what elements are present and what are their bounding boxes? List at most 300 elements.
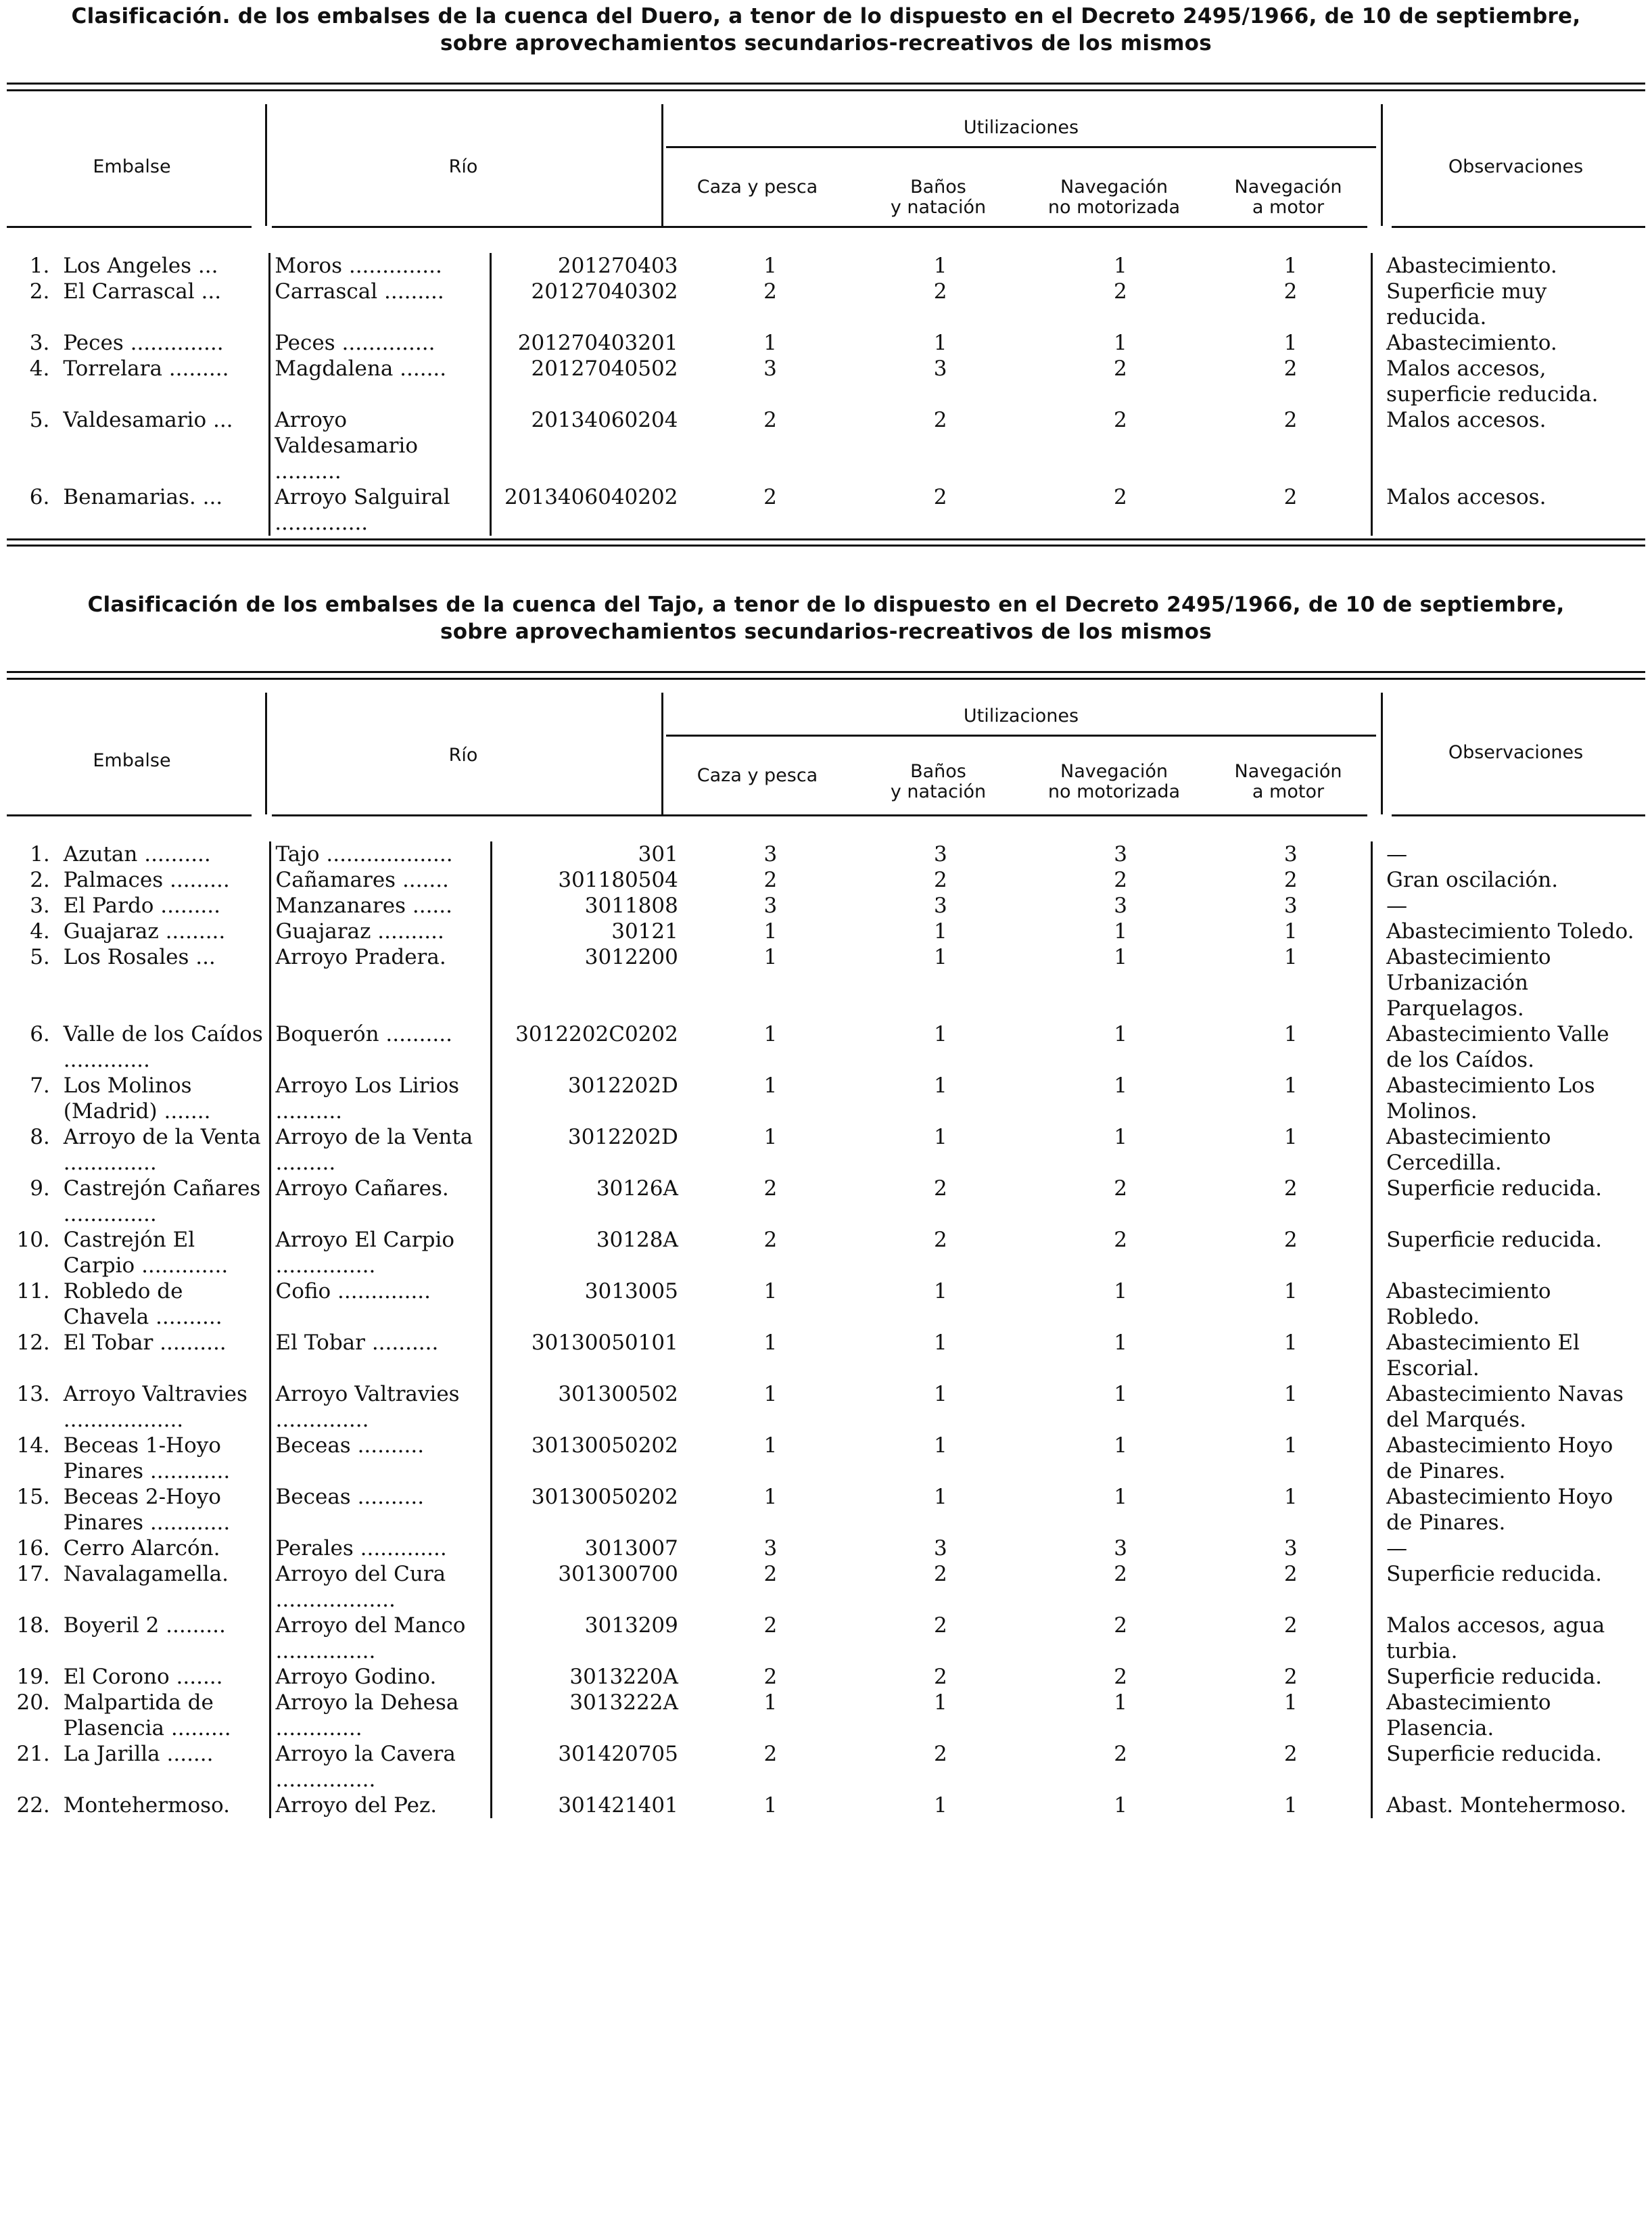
embalse-cell: Azutan .......... — [63, 842, 211, 866]
nav-motor-cell: 1 — [1283, 1485, 1298, 1509]
nav-no-motor-cell: 1 — [1114, 1331, 1127, 1355]
nav-motor-cell: 3 — [1283, 1536, 1298, 1560]
duero-table — [7, 253, 1645, 536]
nav-no-motor-cell: 2 — [1113, 485, 1127, 509]
observaciones-cell: Malos accesos, superficie reducida. — [1371, 356, 1645, 407]
code-cell: 2013406040202 — [490, 484, 690, 536]
duero-bottom-rule — [7, 538, 1645, 547]
observaciones-cell: — — [1372, 1535, 1645, 1561]
row-number: 19. — [16, 1665, 50, 1689]
banos-cell: 1 — [934, 945, 947, 969]
duero-header-sep-rio — [265, 104, 267, 226]
tajo-header-nav-m — [1200, 762, 1376, 802]
observaciones-cell: Abastecimiento Urbanización Parquelagos. — [1372, 944, 1645, 1021]
tajo-header-embalse: Embalse — [93, 750, 171, 771]
table-row — [7, 330, 1645, 356]
banos-cell: 2 — [934, 1562, 947, 1586]
duero-header-embalse: Embalse — [93, 156, 171, 177]
caza-cell: 3 — [763, 356, 777, 381]
caza-cell: 1 — [763, 1022, 778, 1046]
nav-no-motor-cell: 2 — [1114, 1665, 1127, 1689]
row-number: 22. — [16, 1793, 50, 1818]
banos-cell: 3 — [934, 1536, 947, 1560]
duero-top-rule — [7, 83, 1645, 91]
code-cell: 30130050202 — [491, 1433, 690, 1484]
row-number: 4. — [30, 919, 50, 944]
tajo-header-bottom-rule-a — [7, 814, 252, 816]
table-row — [7, 1535, 1645, 1561]
banos-cell: 1 — [934, 1433, 947, 1458]
rio-cell: Arroyo Valtravies .............. — [270, 1381, 491, 1433]
rio-cell: Arroyo del Manco ............... — [270, 1613, 491, 1664]
embalse-cell: Los Rosales ... — [63, 945, 216, 969]
table-row — [7, 1793, 1645, 1818]
nav-no-motor-cell: 3 — [1114, 894, 1127, 918]
table-row — [7, 1433, 1645, 1484]
banos-cell: 1 — [934, 1485, 947, 1509]
nav-motor-cell: 2 — [1283, 485, 1298, 509]
nav-no-motor-cell: 1 — [1114, 1279, 1127, 1303]
caza-cell: 1 — [763, 1485, 778, 1509]
duero-header-nav-nm-2: no motorizada — [1047, 197, 1181, 218]
observaciones-cell: Abastecimiento Plasencia. — [1372, 1690, 1645, 1741]
banos-cell: 1 — [934, 919, 947, 944]
banos-cell: 2 — [934, 1176, 947, 1201]
rio-cell: Arroyo Godino. — [270, 1664, 491, 1690]
nav-no-motor-cell: 3 — [1114, 1536, 1127, 1560]
caza-cell: 3 — [763, 842, 778, 866]
row-number: 16. — [16, 1536, 50, 1560]
embalse-cell: Navalagamella. — [63, 1562, 229, 1586]
code-cell: 3012202D — [491, 1124, 690, 1176]
rio-cell: Beceas .......... — [270, 1433, 491, 1484]
banos-cell: 1 — [934, 1793, 947, 1818]
embalse-cell: Benamarias. ... — [63, 485, 223, 509]
table-row — [7, 1381, 1645, 1433]
caza-cell: 1 — [763, 1279, 778, 1303]
nav-no-motor-cell: 1 — [1114, 1793, 1127, 1818]
nav-no-motor-cell: 3 — [1114, 842, 1127, 866]
table-row — [7, 1073, 1645, 1124]
duero-header-caza: Caza y pesca — [697, 177, 818, 198]
banos-cell: 2 — [934, 1742, 947, 1766]
nav-no-motor-cell: 2 — [1114, 1613, 1127, 1638]
row-number: 2. — [30, 868, 50, 892]
tajo-title-line1: Clasificación de los embalses de la cuenca del Tajo, a tenor de lo dispuesto en el Decreto 2495/1966, de 10 de septiembre, — [87, 593, 1565, 617]
tajo-header-observaciones: Observaciones — [1448, 742, 1584, 763]
caza-cell: 1 — [763, 1073, 778, 1098]
code-cell: 3013209 — [491, 1613, 690, 1664]
nav-no-motor-cell: 2 — [1113, 279, 1127, 304]
table-row — [7, 253, 1645, 279]
nav-motor-cell: 2 — [1283, 1665, 1298, 1689]
code-cell: 3012202D — [491, 1073, 690, 1124]
code-cell: 301420705 — [491, 1741, 690, 1793]
nav-motor-cell: 2 — [1283, 1228, 1298, 1252]
tajo-header-nav-nm-1: Navegación — [1060, 761, 1168, 782]
nav-no-motor-cell: 1 — [1113, 331, 1127, 355]
row-number: 7. — [30, 1073, 50, 1098]
rio-cell: Magdalena ....... — [270, 356, 491, 407]
tajo-header-nav-nm-2: no motorizada — [1047, 781, 1181, 802]
code-cell: 30130050101 — [491, 1330, 690, 1381]
table-row — [7, 1613, 1645, 1664]
banos-cell: 1 — [934, 1382, 947, 1406]
rio-cell: Cofio .............. — [270, 1278, 491, 1330]
banos-cell: 2 — [933, 408, 947, 432]
banos-cell: 1 — [934, 1331, 947, 1355]
observaciones-cell: Superficie reducida. — [1372, 1176, 1645, 1227]
nav-motor-cell: 2 — [1283, 868, 1298, 892]
nav-motor-cell: 2 — [1283, 1613, 1298, 1638]
nav-no-motor-cell: 1 — [1114, 1125, 1127, 1149]
nav-no-motor-cell: 1 — [1114, 1485, 1127, 1509]
nav-no-motor-cell: 2 — [1114, 868, 1127, 892]
nav-no-motor-cell: 1 — [1114, 945, 1127, 969]
nav-motor-cell: 1 — [1283, 1331, 1298, 1355]
caza-cell: 2 — [763, 1176, 778, 1201]
code-cell: 30126A — [491, 1176, 690, 1227]
observaciones-cell: Abastecimiento Robledo. — [1372, 1278, 1645, 1330]
caza-cell: 1 — [763, 1382, 778, 1406]
observaciones-cell: — — [1372, 841, 1645, 867]
rio-cell: Perales ............. — [270, 1535, 491, 1561]
nav-no-motor-cell: 2 — [1114, 1742, 1127, 1766]
banos-cell: 2 — [934, 868, 947, 892]
rio-cell: Peces .............. — [270, 330, 491, 356]
caza-cell: 2 — [763, 1742, 778, 1766]
embalse-cell: Arroyo de la Venta .............. — [63, 1125, 261, 1175]
table-row — [7, 841, 1645, 867]
embalse-cell: Beceas 1-Hoyo Pinares ............ — [63, 1433, 231, 1483]
table-row — [7, 1484, 1645, 1535]
caza-cell: 1 — [763, 945, 778, 969]
banos-cell: 2 — [933, 279, 947, 304]
nav-no-motor-cell: 1 — [1114, 1382, 1127, 1406]
embalse-cell: Castrejón El Carpio ............. — [63, 1228, 229, 1278]
rio-cell: El Tobar .......... — [270, 1330, 491, 1381]
caza-cell: 1 — [763, 1125, 778, 1149]
caza-cell: 2 — [763, 408, 777, 432]
nav-no-motor-cell: 2 — [1114, 1176, 1127, 1201]
rio-cell: Arroyo Valdesamario .......... — [270, 407, 491, 484]
table-row — [7, 279, 1645, 330]
row-number: 1. — [30, 842, 50, 866]
rio-cell: Arroyo la Cavera ............... — [270, 1741, 491, 1793]
observaciones-cell: Abastecimiento Toledo. — [1372, 919, 1645, 944]
nav-motor-cell: 1 — [1283, 1125, 1298, 1149]
caza-cell: 2 — [763, 1613, 778, 1638]
banos-cell: 2 — [933, 485, 947, 509]
tajo-header-utilizaciones: Utilizaciones — [963, 706, 1079, 726]
embalse-cell: El Tobar .......... — [63, 1331, 227, 1355]
nav-no-motor-cell: 2 — [1114, 1562, 1127, 1586]
observaciones-cell: Abast. Montehermoso. — [1372, 1793, 1645, 1818]
row-number: 17. — [16, 1562, 50, 1586]
rio-cell: Beceas .......... — [270, 1484, 491, 1535]
duero-header-banos — [849, 177, 1028, 218]
nav-motor-cell: 1 — [1283, 1690, 1298, 1715]
embalse-cell: Valdesamario ... — [63, 408, 233, 432]
code-cell: 30130050202 — [491, 1484, 690, 1535]
duero-header-nav-nm-1: Navegación — [1060, 177, 1168, 198]
row-number: 11. — [16, 1279, 50, 1303]
table-row — [7, 919, 1645, 944]
caza-cell: 2 — [763, 1665, 778, 1689]
tajo-table — [7, 841, 1645, 1818]
duero-header-sep-utiliz — [661, 104, 663, 226]
observaciones-cell: Malos accesos, agua turbia. — [1372, 1613, 1645, 1664]
rio-cell: Boquerón .......... — [270, 1021, 491, 1073]
row-number: 5. — [29, 408, 50, 432]
banos-cell: 1 — [934, 1690, 947, 1715]
row-number: 15. — [16, 1485, 50, 1509]
rio-cell: Arroyo Salguiral .............. — [270, 484, 491, 536]
rio-cell: Carrascal ......... — [270, 279, 491, 330]
duero-table-body — [7, 253, 1645, 536]
observaciones-cell: Superficie muy reducida. — [1371, 279, 1645, 330]
tajo-section — [7, 591, 1645, 2215]
tajo-header-caza: Caza y pesca — [697, 765, 818, 786]
observaciones-cell: Superficie reducida. — [1372, 1561, 1645, 1613]
caza-cell: 1 — [763, 1793, 778, 1818]
embalse-cell: Palmaces ......... — [63, 868, 230, 892]
tajo-title-line2: sobre aprovechamientos secundarios-recreativos de los mismos — [440, 620, 1212, 644]
embalse-cell: El Corono ....... — [63, 1665, 223, 1689]
nav-motor-cell: 2 — [1283, 356, 1298, 381]
embalse-cell: El Carrascal ... — [63, 279, 222, 304]
nav-no-motor-cell: 1 — [1113, 254, 1127, 278]
caza-cell: 1 — [763, 254, 777, 278]
tajo-header-banos-2: y natación — [890, 781, 987, 802]
banos-cell: 3 — [934, 842, 947, 866]
nav-no-motor-cell: 2 — [1113, 408, 1127, 432]
table-row — [7, 1664, 1645, 1690]
tajo-header-sep-rio — [265, 693, 267, 814]
row-number: 2. — [29, 279, 50, 304]
duero-title-line1: Clasificación. de los embalses de la cuenca del Duero, a tenor de lo dispuesto en el Decreto 2495/1966, de 10 de septiembre, — [71, 4, 1581, 28]
duero-header-nav-m — [1200, 177, 1376, 218]
nav-no-motor-cell: 2 — [1113, 356, 1127, 381]
nav-motor-cell: 1 — [1283, 1022, 1298, 1046]
banos-cell: 2 — [934, 1613, 947, 1638]
table-row — [7, 1690, 1645, 1741]
observaciones-cell: Superficie reducida. — [1372, 1227, 1645, 1278]
row-number: 21. — [16, 1742, 50, 1766]
duero-utilizaciones-rule — [666, 146, 1376, 148]
row-number: 5. — [30, 945, 50, 969]
code-cell: 3013222A — [491, 1690, 690, 1741]
table-row — [7, 867, 1645, 893]
tajo-header-bottom-rule-b — [272, 814, 1367, 816]
nav-motor-cell: 2 — [1283, 1562, 1298, 1586]
banos-cell: 1 — [933, 254, 947, 278]
duero-header-utilizaciones: Utilizaciones — [963, 117, 1079, 138]
tajo-header-sep-obs — [1381, 693, 1383, 814]
nav-motor-cell: 1 — [1283, 919, 1298, 944]
banos-cell: 1 — [934, 1279, 947, 1303]
code-cell: 20127040302 — [490, 279, 690, 330]
duero-header-bottom-rule-c — [1392, 226, 1645, 228]
banos-cell: 1 — [934, 1125, 947, 1149]
rio-cell: Arroyo Los Lirios .......... — [270, 1073, 491, 1124]
tajo-utilizaciones-rule — [666, 735, 1376, 737]
tajo-header-banos — [849, 762, 1028, 802]
banos-cell: 1 — [934, 1022, 947, 1046]
row-number: 13. — [16, 1382, 50, 1406]
nav-no-motor-cell: 1 — [1114, 1433, 1127, 1458]
banos-cell: 3 — [933, 356, 947, 381]
embalse-cell: Robledo de Chavela .......... — [63, 1279, 222, 1329]
code-cell: 301 — [491, 841, 690, 867]
embalse-cell: El Pardo ......... — [63, 894, 220, 918]
nav-no-motor-cell: 2 — [1114, 1228, 1127, 1252]
duero-header-sep-obs — [1381, 104, 1383, 226]
duero-header-bottom-rule-b — [272, 226, 1367, 228]
tajo-header-sep-utiliz — [661, 693, 663, 814]
table-row — [7, 484, 1645, 536]
code-cell: 201270403201 — [490, 330, 690, 356]
table-row — [7, 1227, 1645, 1278]
caza-cell: 1 — [763, 919, 778, 944]
code-cell: 3011808 — [491, 893, 690, 919]
caza-cell: 1 — [763, 1433, 778, 1458]
row-number: 18. — [16, 1613, 50, 1638]
duero-header-bottom-rule-a — [7, 226, 252, 228]
table-row — [7, 893, 1645, 919]
row-number: 14. — [16, 1433, 50, 1458]
observaciones-cell: Abastecimiento. — [1371, 253, 1645, 279]
rio-cell: Cañamares ....... — [270, 867, 491, 893]
nav-motor-cell: 2 — [1283, 279, 1298, 304]
code-cell: 301300502 — [491, 1381, 690, 1433]
rio-cell: Moros .............. — [270, 253, 491, 279]
table-row — [7, 1124, 1645, 1176]
tajo-header-banos-1: Baños — [910, 761, 966, 782]
nav-no-motor-cell: 1 — [1114, 1022, 1127, 1046]
banos-cell: 1 — [933, 331, 947, 355]
row-number: 4. — [29, 356, 50, 381]
embalse-cell: Guajaraz ......... — [63, 919, 226, 944]
rio-cell: Arroyo El Carpio ............... — [270, 1227, 491, 1278]
table-row — [7, 1561, 1645, 1613]
caza-cell: 2 — [763, 279, 777, 304]
code-cell: 3013005 — [491, 1278, 690, 1330]
observaciones-cell: Abastecimiento Cercedilla. — [1372, 1124, 1645, 1176]
rio-cell: Arroyo Cañares. — [270, 1176, 491, 1227]
nav-motor-cell: 3 — [1283, 842, 1298, 866]
row-number: 6. — [30, 1022, 50, 1046]
code-cell: 20134060204 — [490, 407, 690, 484]
nav-motor-cell: 1 — [1283, 945, 1298, 969]
caza-cell: 1 — [763, 331, 777, 355]
nav-motor-cell: 2 — [1283, 1742, 1298, 1766]
embalse-cell: Los Angeles ... — [63, 254, 218, 278]
embalse-cell: Cerro Alarcón. — [63, 1536, 220, 1560]
rio-cell: Guajaraz .......... — [270, 919, 491, 944]
embalse-cell: Castrejón Cañares .............. — [63, 1176, 261, 1226]
embalse-cell: Beceas 2-Hoyo Pinares ............ — [63, 1485, 231, 1535]
duero-title-line2: sobre aprovechamientos secundarios-recreativos de los mismos — [440, 31, 1212, 55]
nav-motor-cell: 2 — [1283, 1176, 1298, 1201]
duero-header-banos-2: y natación — [890, 197, 987, 218]
rio-cell: Arroyo del Cura .................. — [270, 1561, 491, 1613]
rio-cell: Arroyo la Dehesa ............. — [270, 1690, 491, 1741]
banos-cell: 2 — [934, 1228, 947, 1252]
code-cell: 3013007 — [491, 1535, 690, 1561]
observaciones-cell: Abastecimiento Los Molinos. — [1372, 1073, 1645, 1124]
nav-motor-cell: 1 — [1283, 331, 1298, 355]
tajo-header-nav-nm — [1028, 762, 1200, 802]
row-number: 3. — [30, 894, 50, 918]
nav-no-motor-cell: 1 — [1114, 919, 1127, 944]
tajo-header-bottom-rule-c — [1392, 814, 1645, 816]
nav-motor-cell: 2 — [1283, 408, 1298, 432]
caza-cell: 2 — [763, 1562, 778, 1586]
duero-title — [7, 3, 1645, 57]
row-number: 3. — [29, 331, 50, 355]
observaciones-cell: Abastecimiento El Escorial. — [1372, 1330, 1645, 1381]
rio-cell: Arroyo de la Venta ......... — [270, 1124, 491, 1176]
observaciones-cell: Malos accesos. — [1371, 407, 1645, 484]
table-row — [7, 1021, 1645, 1073]
observaciones-cell: Abastecimiento Hoyo de Pinares. — [1372, 1433, 1645, 1484]
nav-motor-cell: 1 — [1283, 1073, 1298, 1098]
caza-cell: 2 — [763, 485, 777, 509]
duero-header-banos-1: Baños — [910, 177, 966, 198]
tajo-header-rio: Río — [448, 745, 478, 766]
banos-cell: 2 — [934, 1665, 947, 1689]
code-cell: 30121 — [491, 919, 690, 944]
row-number: 12. — [16, 1331, 50, 1355]
code-cell: 301180504 — [491, 867, 690, 893]
tajo-table-body — [7, 841, 1645, 1818]
row-number: 9. — [30, 1176, 50, 1201]
observaciones-cell: Gran oscilación. — [1372, 867, 1645, 893]
code-cell: 201270403 — [490, 253, 690, 279]
observaciones-cell: Superficie reducida. — [1372, 1741, 1645, 1793]
embalse-cell: Arroyo Valtravies .................. — [63, 1382, 247, 1432]
embalse-cell: Torrelara ......... — [63, 356, 229, 381]
table-row — [7, 1278, 1645, 1330]
code-cell: 3012202C0202 — [491, 1021, 690, 1073]
observaciones-cell: Superficie reducida. — [1372, 1664, 1645, 1690]
banos-cell: 1 — [934, 1073, 947, 1098]
row-number: 6. — [29, 485, 50, 509]
nav-motor-cell: 1 — [1283, 254, 1298, 278]
embalse-cell: Montehermoso. — [63, 1793, 231, 1818]
observaciones-cell: Abastecimiento. — [1371, 330, 1645, 356]
duero-header-nav-nm — [1028, 177, 1200, 218]
table-row — [7, 1741, 1645, 1793]
caza-cell: 2 — [763, 868, 778, 892]
caza-cell: 3 — [763, 894, 778, 918]
rio-cell: Arroyo Pradera. — [270, 944, 491, 1021]
rio-cell: Arroyo del Pez. — [270, 1793, 491, 1818]
code-cell: 301421401 — [491, 1793, 690, 1818]
embalse-cell: Boyeril 2 ......... — [63, 1613, 226, 1638]
table-row — [7, 944, 1645, 1021]
duero-header-rio: Río — [448, 156, 478, 177]
tajo-header-nav-m-2: a motor — [1252, 781, 1325, 802]
nav-no-motor-cell: 1 — [1114, 1073, 1127, 1098]
tajo-top-rule — [7, 671, 1645, 680]
duero-section — [7, 3, 1645, 557]
code-cell: 30128A — [491, 1227, 690, 1278]
duero-header-nav-m-1: Navegación — [1234, 177, 1342, 198]
nav-motor-cell: 1 — [1283, 1279, 1298, 1303]
duero-header-nav-m-2: a motor — [1252, 197, 1325, 218]
